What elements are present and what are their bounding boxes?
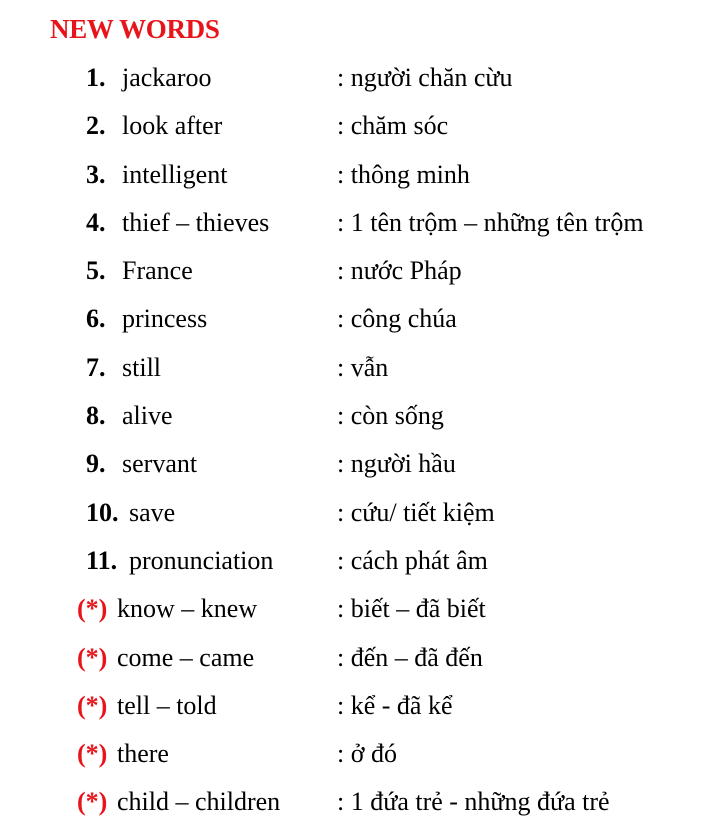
vocab-meaning: : còn sống xyxy=(337,401,444,430)
item-number: 7. xyxy=(86,353,106,382)
vocab-row xyxy=(0,444,722,484)
vocab-meaning: : người hầu xyxy=(337,449,456,478)
item-number: 10. xyxy=(86,498,119,527)
star-marker: (*) xyxy=(77,643,108,672)
star-marker: (*) xyxy=(77,594,108,623)
vocab-word: France xyxy=(122,256,193,285)
vocab-word: thief – thieves xyxy=(122,208,270,237)
star-marker: (*) xyxy=(77,787,108,816)
vocab-word: child – children xyxy=(117,787,281,816)
vocab-meaning: : kể - đã kể xyxy=(337,691,453,720)
vocab-meaning: : nước Pháp xyxy=(337,256,462,285)
vocab-row xyxy=(0,251,722,291)
item-number: 5. xyxy=(86,256,106,285)
item-number: 11. xyxy=(86,546,118,575)
vocab-row xyxy=(0,203,722,243)
vocab-row xyxy=(0,782,722,822)
vocab-row xyxy=(0,686,722,726)
vocab-word: save xyxy=(129,498,176,527)
item-number: 1. xyxy=(86,63,106,92)
vocab-meaning: : chăm sóc xyxy=(337,111,449,140)
star-marker: (*) xyxy=(77,691,108,720)
vocab-row xyxy=(0,396,722,436)
vocab-word: jackaroo xyxy=(122,63,212,92)
vocab-meaning: : ở đó xyxy=(337,739,397,768)
vocab-meaning: : 1 đứa trẻ - những đứa trẻ xyxy=(337,787,610,816)
vocab-meaning: : biết – đã biết xyxy=(337,594,486,623)
vocab-word: come – came xyxy=(117,643,255,672)
vocab-meaning: : cứu/ tiết kiệm xyxy=(337,498,495,527)
item-number: 8. xyxy=(86,401,106,430)
vocab-meaning: : thông minh xyxy=(337,160,470,189)
star-marker: (*) xyxy=(77,739,108,768)
vocab-meaning: : đến – đã đến xyxy=(337,643,483,672)
item-number: 9. xyxy=(86,449,106,478)
item-number: 2. xyxy=(86,111,106,140)
item-number: 4. xyxy=(86,208,106,237)
vocab-word: look after xyxy=(122,111,223,140)
page-title: NEW WORDS xyxy=(50,14,220,44)
vocab-meaning: : công chúa xyxy=(337,304,457,333)
vocab-word: tell – told xyxy=(117,691,217,720)
vocab-word: princess xyxy=(122,304,208,333)
item-number: 6. xyxy=(86,304,106,333)
vocab-row xyxy=(0,106,722,146)
vocab-word: intelligent xyxy=(122,160,228,189)
vocab-row xyxy=(0,58,722,98)
vocab-row xyxy=(0,638,722,678)
vocab-row xyxy=(0,155,722,195)
vocab-row xyxy=(0,589,722,629)
vocab-word: know – knew xyxy=(117,594,258,623)
vocab-word: there xyxy=(117,739,169,768)
item-number: 3. xyxy=(86,160,106,189)
vocab-word: still xyxy=(122,353,162,382)
vocab-row xyxy=(0,493,722,533)
vocab-meaning: : vẫn xyxy=(337,353,389,382)
vocab-word: pronunciation xyxy=(129,546,274,575)
vocab-meaning: : người chăn cừu xyxy=(337,63,513,92)
vocab-meaning: : cách phát âm xyxy=(337,546,488,575)
vocab-row xyxy=(0,348,722,388)
vocab-meaning: : 1 tên trộm – những tên trộm xyxy=(337,208,644,237)
vocab-row xyxy=(0,541,722,581)
vocab-word: servant xyxy=(122,449,198,478)
vocab-word: alive xyxy=(122,401,173,430)
vocab-row xyxy=(0,734,722,774)
vocab-row xyxy=(0,299,722,339)
